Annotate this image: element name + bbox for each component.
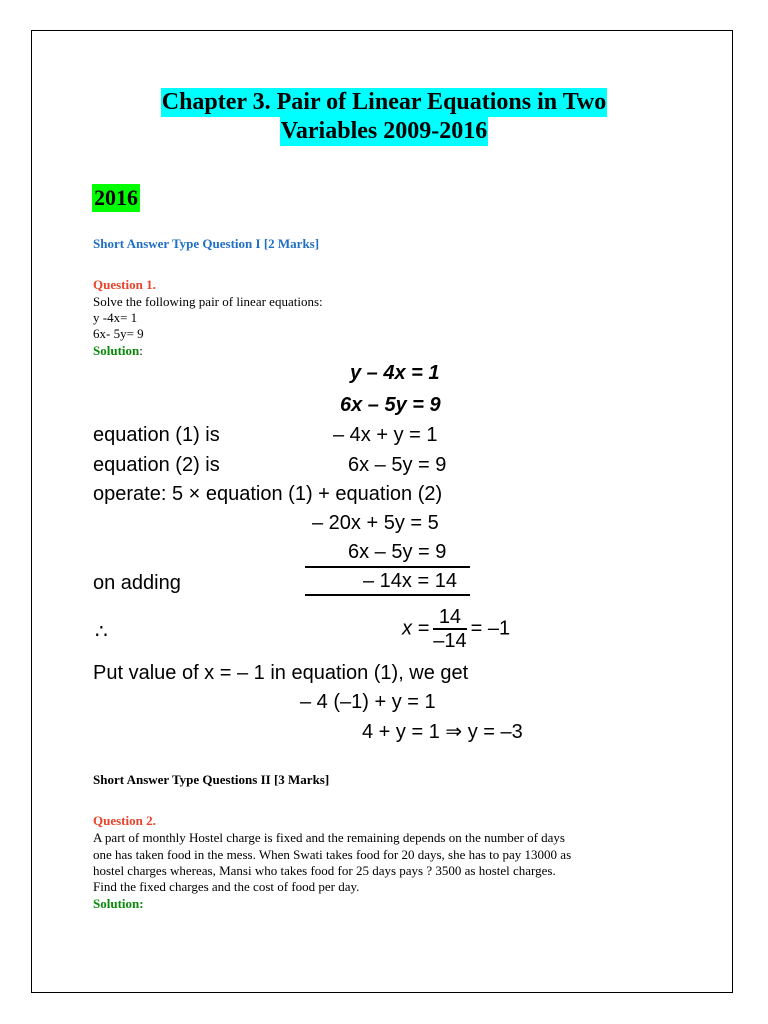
sum-rule-bottom (305, 594, 470, 596)
solution-row-1-label: equation (1) is (93, 424, 220, 446)
solution-adding-eq: – 14x = 14 (363, 570, 457, 592)
sum-rule-top (305, 566, 470, 568)
solution-row-2-eq: 6x – 5y = 9 (348, 454, 447, 476)
question-2-line-2: one has taken food in the mess. When Swati takes food for 20 days, she has to pay 13000 as (93, 847, 572, 862)
chapter-title (0, 88, 768, 146)
solution-head-eq-2: 6x – 5y = 9 (340, 394, 441, 416)
therefore-symbol: ∴ (95, 621, 108, 643)
solution-row-1-eq: – 4x + y = 1 (333, 424, 438, 446)
question-2-label: Question 2. (93, 813, 156, 828)
question-2-solution-label: Solution: (93, 896, 144, 911)
question-1-equation-2: 6x- 5y= 9 (93, 326, 144, 341)
question-2-line-1: A part of monthly Hostel charge is fixed and the remaining depends on the number of days (93, 830, 565, 845)
question-1-solution-label: Solution: (93, 343, 143, 358)
question-2-line-3: hostel charges whereas, Mansi who takes food for 25 days pays ? 3500 as hostel charges. (93, 863, 556, 878)
question-1-label: Question 1. (93, 277, 156, 292)
solution-row-2-label: equation (2) is (93, 454, 220, 476)
title-line-1: Chapter 3. Pair of Linear Equations in Two (161, 89, 607, 115)
solution-sub-2: 4 + y = 1 ⇒ y = –3 (362, 721, 523, 743)
solution-step-2: 6x – 5y = 9 (348, 541, 447, 563)
title-line-2: Variables 2009-2016 (280, 118, 488, 144)
question-2-line-4: Find the fixed charges and the cost of food per day. (93, 879, 360, 894)
year-heading: 2016 (94, 185, 138, 210)
solution-sub-1: – 4 (–1) + y = 1 (300, 691, 436, 713)
question-1-equation-1: y -4x= 1 (93, 310, 138, 325)
section-heading-short-answer-2: Short Answer Type Questions II [3 Marks] (93, 772, 330, 787)
solution-x-value: x = $\frac{14}{-14}$ = –1 (402, 606, 511, 652)
fraction: $\frac{14}{-14}$ (433, 606, 467, 652)
solution-operate: operate: 5 × equation (1) + equation (2) (93, 483, 443, 505)
section-heading-short-answer-1: Short Answer Type Question I [2 Marks] (93, 236, 320, 251)
solution-adding-label: on adding (93, 572, 181, 594)
solution-head-eq-1: y – 4x = 1 (350, 362, 440, 384)
solution-step-1: – 20x + 5y = 5 (312, 512, 439, 534)
question-1-text: Solve the following pair of linear equations: (93, 294, 323, 309)
solution-put-value: Put value of x = – 1 in equation (1), we get (93, 662, 469, 684)
